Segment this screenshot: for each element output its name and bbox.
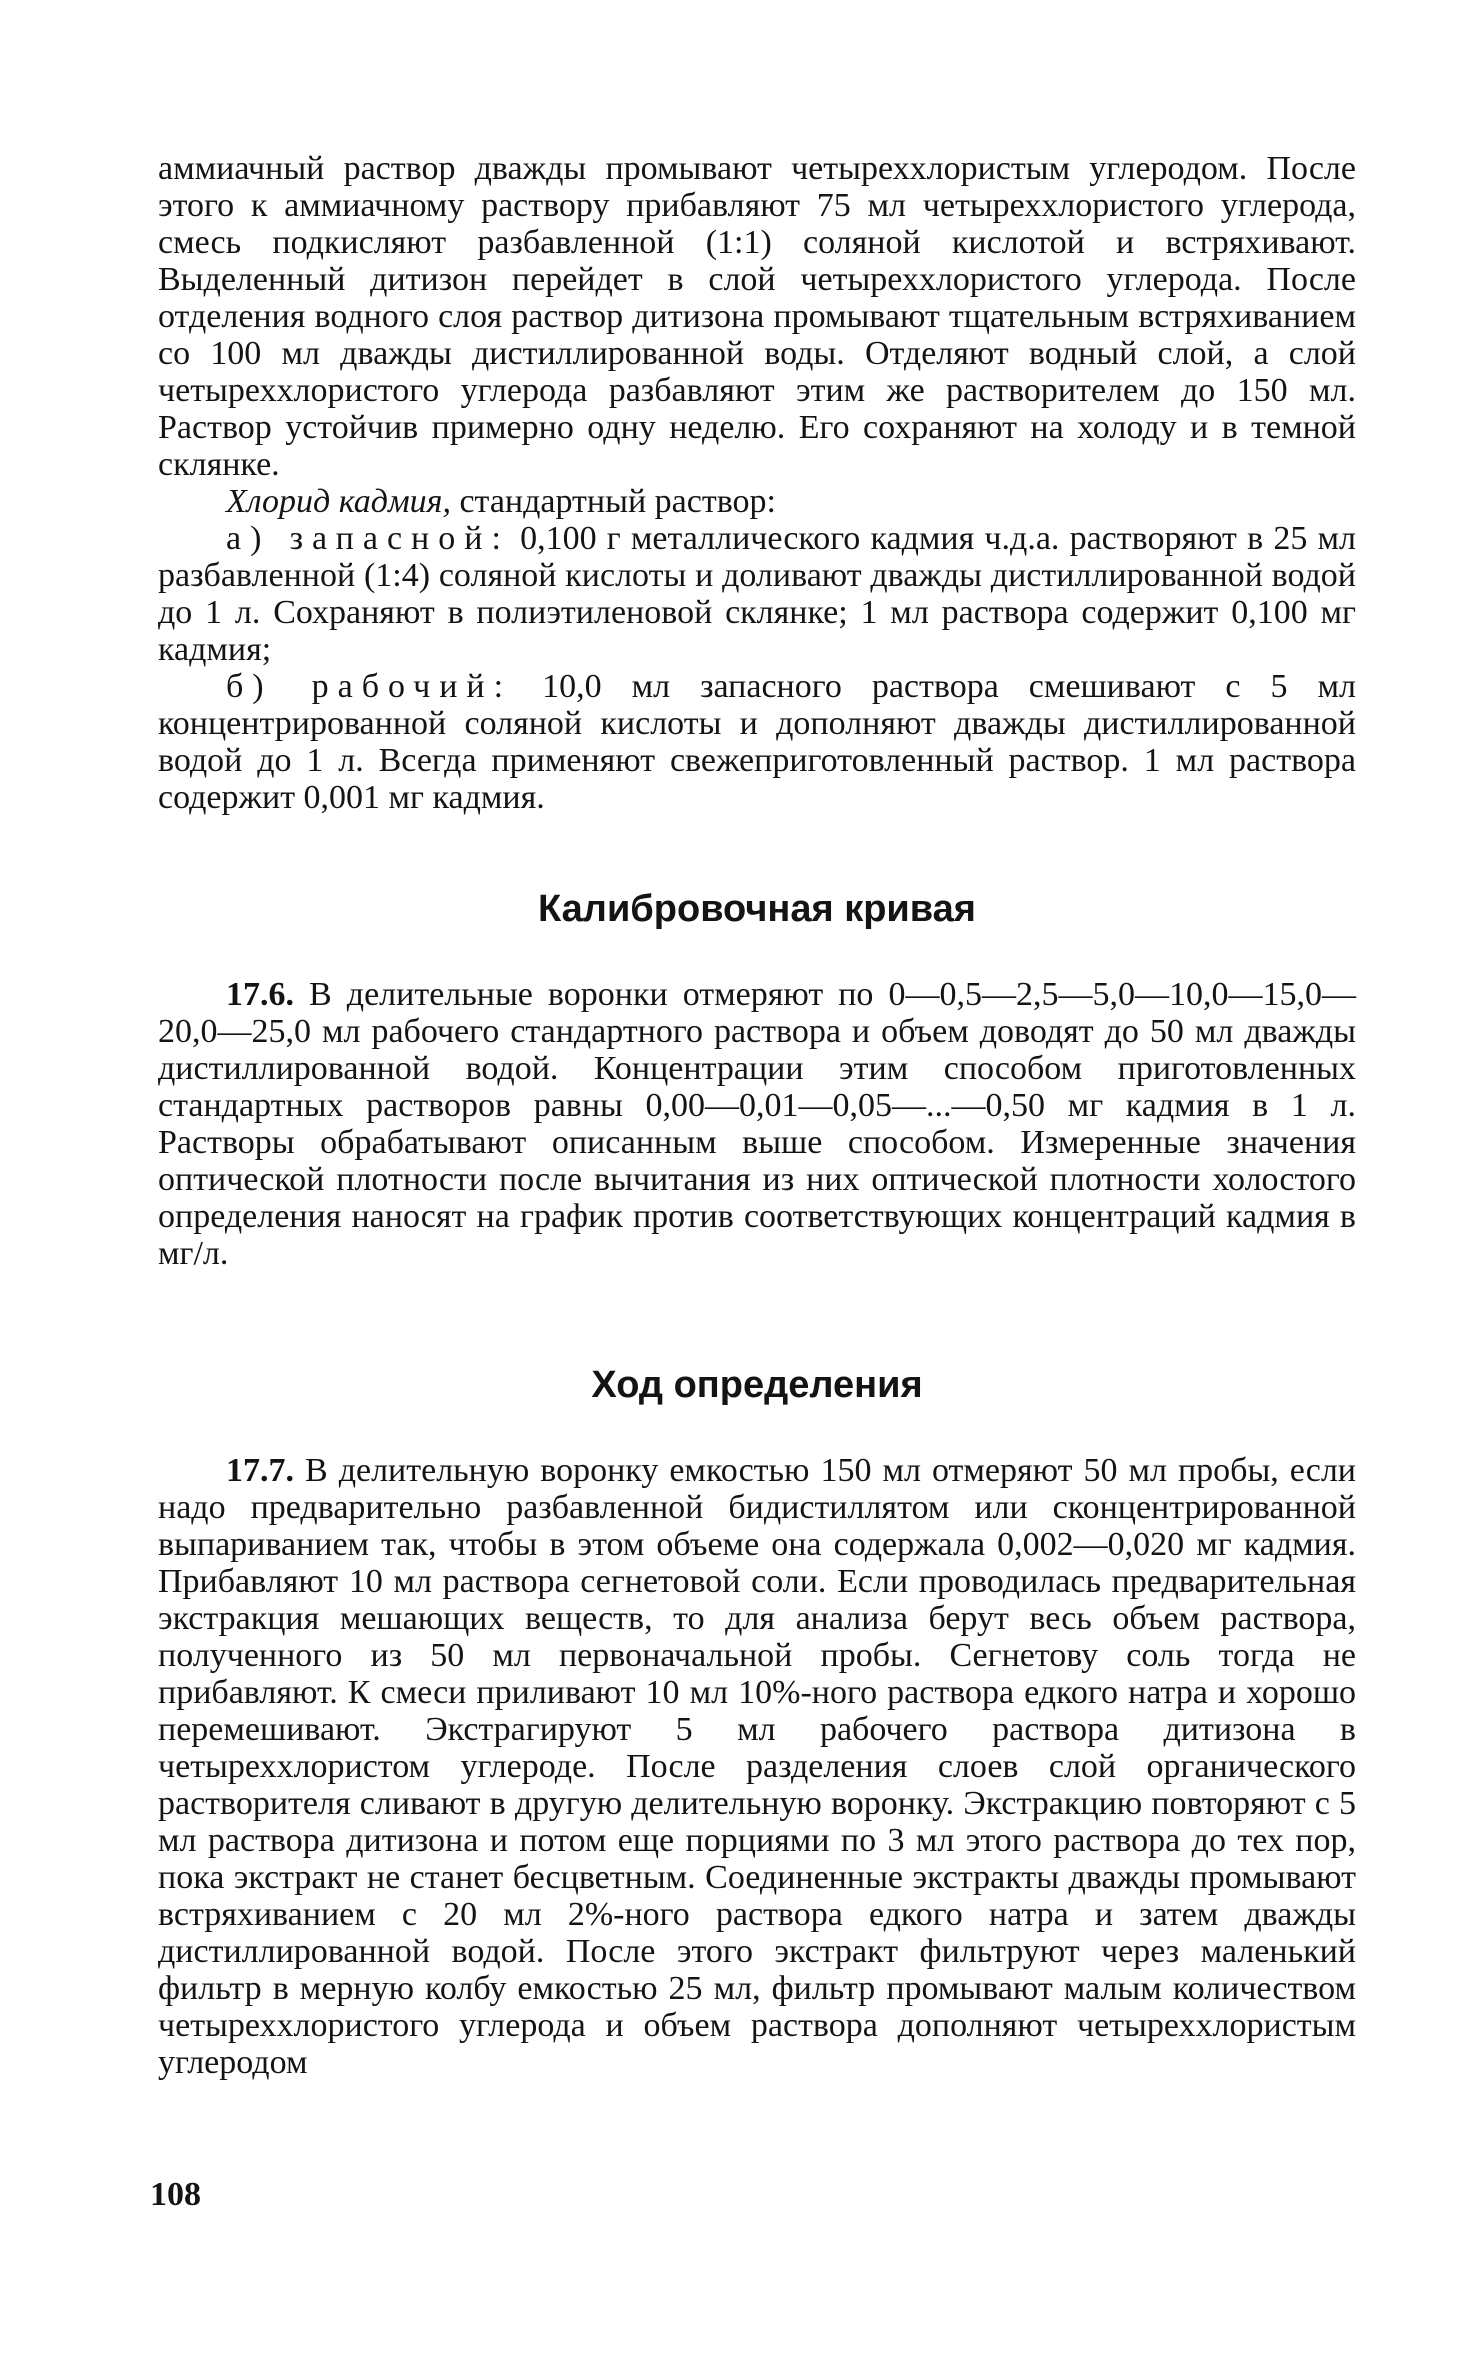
paragraph-stock-solution — [158, 520, 1356, 668]
stock-text: 0,100 г металлического кадмия ч.д.а. растворяют в 25 мл разбавленной (1:4) соляной кислоты и доливают дважды дистиллированной водой до 1 л. Сохраняют в полиэтиленовой склянке; 1 мл раствора содержит 0,100 мг кадмия; — [158, 520, 1356, 668]
paragraph-procedure — [158, 1452, 1356, 2081]
clause-text: В делительные воронки отмеряют по 0—0,5—2,5—5,0—10,0—15,0—20,0—25,0 мл рабочего стандартного раствора и объем доводят до 50 мл дважды дистиллированной водой. Концентрации этим способом приготовленных стандартных растворов равны 0,00—0,01—0,05—...—0,50 мг кадмия в 1 л. Растворы обрабатывают описанным выше способом. Измеренные значения оптической плотности после вычитания из них оптической плотности холостого определения наносят на график против соответствующих концентраций кадмия в мг/л. — [158, 976, 1356, 1272]
page-number: 108 — [150, 2176, 201, 2213]
working-label: б) рабочий: — [226, 668, 513, 705]
section-heading-calibration: Калибровочная кривая — [538, 888, 976, 930]
stock-label: а) запасной: — [226, 520, 510, 557]
intro-block — [158, 150, 1356, 816]
reagent-name: Хлорид кадмия, — [226, 483, 451, 520]
paragraph-cadmium-chloride-title — [158, 483, 1356, 520]
clause-text: В делительную воронку емкостью 150 мл отмеряют 50 мл пробы, если надо предварительно разбавленной бидистиллятом или сконцентрированной выпариванием так, чтобы в этом объеме она содержала 0,002—0,020 мг кадмия. Прибавляют 10 мл раствора сегнетовой соли. Если проводилась предварительная экстракция мешающих веществ, то для анализа берут весь объем раствора, полученного из 50 мл первоначальной пробы. Сегнетову соль тогда не прибавляют. К смеси приливают 10 мл 10%-ного раствора едкого натра и хорошо перемешивают. Экстрагируют 5 мл рабочего раствора дитизона в четыреххлористом углероде. После разделения слоев слой органического растворителя сливают в другую делительную воронку. Экстракцию повторяют с 5 мл раствора дитизона и потом еще порциями по 3 мл этого раствора до тех пор, пока экстракт не станет бесцветным. Соединенные экстракты дважды промывают встряхиванием с 20 мл 2%-ного раствора едкого натра и затем дважды дистиллированной водой. После этого экстракт фильтруют через маленький фильтр в мерную колбу емкостью 25 мл, фильтр промывают малым количеством четыреххлористого углерода и объем раствора дополняют четыреххлористым углеродом — [158, 1452, 1356, 2081]
paragraph-working-solution — [158, 668, 1356, 816]
calibration-block — [158, 976, 1356, 1272]
reagent-desc: стандартный раствор: — [450, 483, 776, 520]
paragraph-dithizone-purification: аммиачный раствор дважды промывают четыреххлористым углеродом. После этого к аммиачному раствору прибавляют 75 мл четыреххлористого углерода, смесь подкисляют разбавленной (1:1) соляной кислотой и встряхивают. Выделенный дитизон перейдет в слой четыреххлористого углерода. После отделения водного слоя раствор дитизона промывают тщательным встряхиванием со 100 мл дважды дистиллированной воды. Отделяют водный слой, а слой четыреххлористого углерода разбавляют этим же растворителем до 150 мл. Раствор устойчив примерно одну неделю. Его сохраняют на холоду и в темной склянке. — [158, 150, 1356, 483]
clause-number: 17.7. — [226, 1452, 294, 1489]
clause-number: 17.6. — [226, 976, 294, 1013]
paragraph-calibration — [158, 976, 1356, 1272]
working-text: 10,0 мл запасного раствора смешивают с 5 мл концентрированной соляной кислоты и дополняют дважды дистиллированной водой до 1 л. Всегда применяют свежеприготовленный раствор. 1 мл раствора содержит 0,001 мг кадмия. — [158, 668, 1356, 816]
procedure-block — [158, 1452, 1356, 2081]
section-heading-procedure: Ход определения — [591, 1364, 923, 1406]
